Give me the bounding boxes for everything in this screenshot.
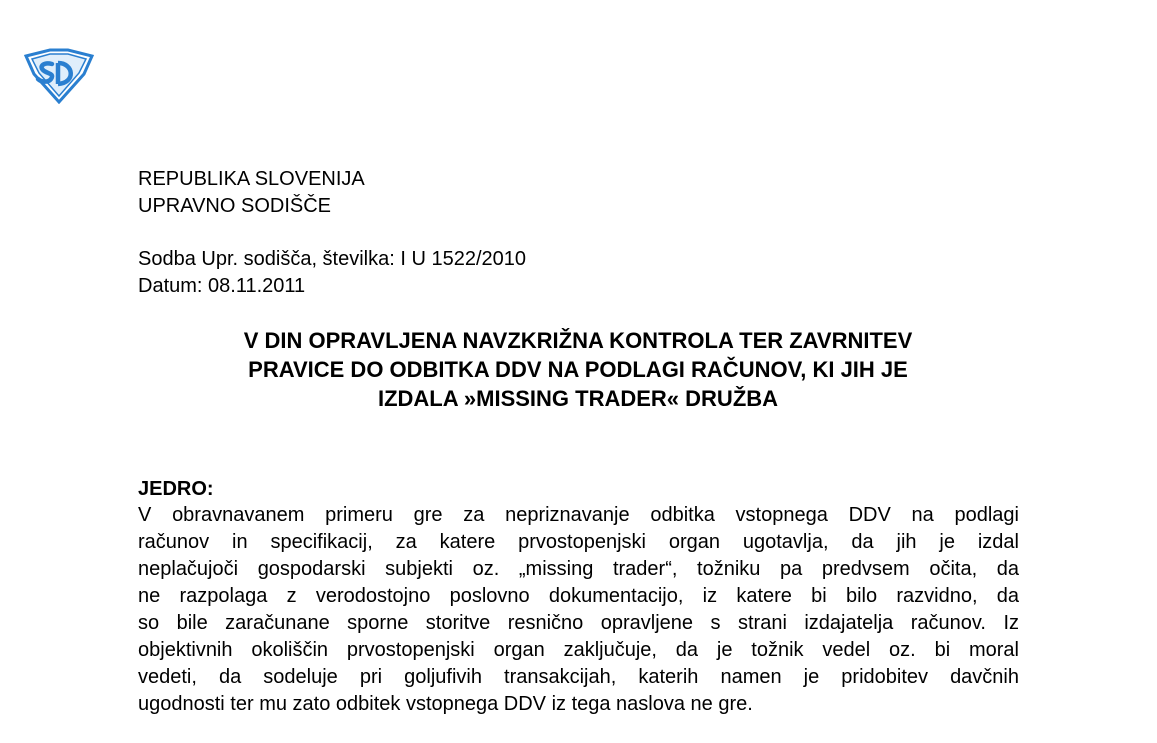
court-shield-logo-icon	[22, 48, 96, 104]
core-line: objektivnih okoliščin prvostopenjski organ zaključuje, da je tožnik vedel oz. bi moral	[138, 639, 1019, 661]
header-court: UPRAVNO SODIŠČE	[138, 195, 331, 217]
core-line: V obravnavanem primeru gre za nepriznavanje odbitka vstopnega DDV na podlagi	[138, 504, 1019, 526]
core-line: neplačujoči gospodarski subjekti oz. „missing trader“, tožniku pa predvsem očita, da	[138, 558, 1019, 580]
core-line: so bile zaračunane sporne storitve resnično opravljene s strani izdajatelja računov. Iz	[138, 612, 1019, 634]
core-line: računov in specifikacij, za katere prvostopenjski organ ugotavlja, da jih je izdal	[138, 531, 1019, 553]
core-heading: JEDRO:	[138, 478, 214, 500]
document-title	[138, 326, 1018, 413]
document-header	[138, 166, 365, 220]
title-line: IZDALA »MISSING TRADER« DRUŽBA	[377, 386, 779, 411]
header-country: REPUBLIKA SLOVENIJA	[138, 168, 365, 190]
title-line: PRAVICE DO ODBITKA DDV NA PODLAGI RAČUNOV, KI JIH JE	[248, 357, 908, 382]
core-line: ugodnosti ter mu zato odbitek vstopnega DDV iz tega naslova ne gre.	[138, 693, 753, 715]
court-logo	[22, 48, 96, 104]
title-line: V DIN OPRAVLJENA NAVZKRIŽNA KONTROLA TER ZAVRNITEV	[243, 328, 913, 353]
core-line: ne razpolaga z verodostojno poslovno dokumentacijo, iz katere bi bilo razvidno, da	[138, 585, 1019, 607]
core-line: vedeti, da sodeluje pri goljufivih transakcijah, katerih namen je pridobitev davčnih	[138, 666, 1019, 688]
case-meta	[138, 246, 526, 300]
core-paragraph	[138, 502, 1019, 718]
case-number: Sodba Upr. sodišča, številka: I U 1522/2010	[138, 248, 527, 270]
case-date: Datum: 08.11.2011	[138, 275, 306, 297]
